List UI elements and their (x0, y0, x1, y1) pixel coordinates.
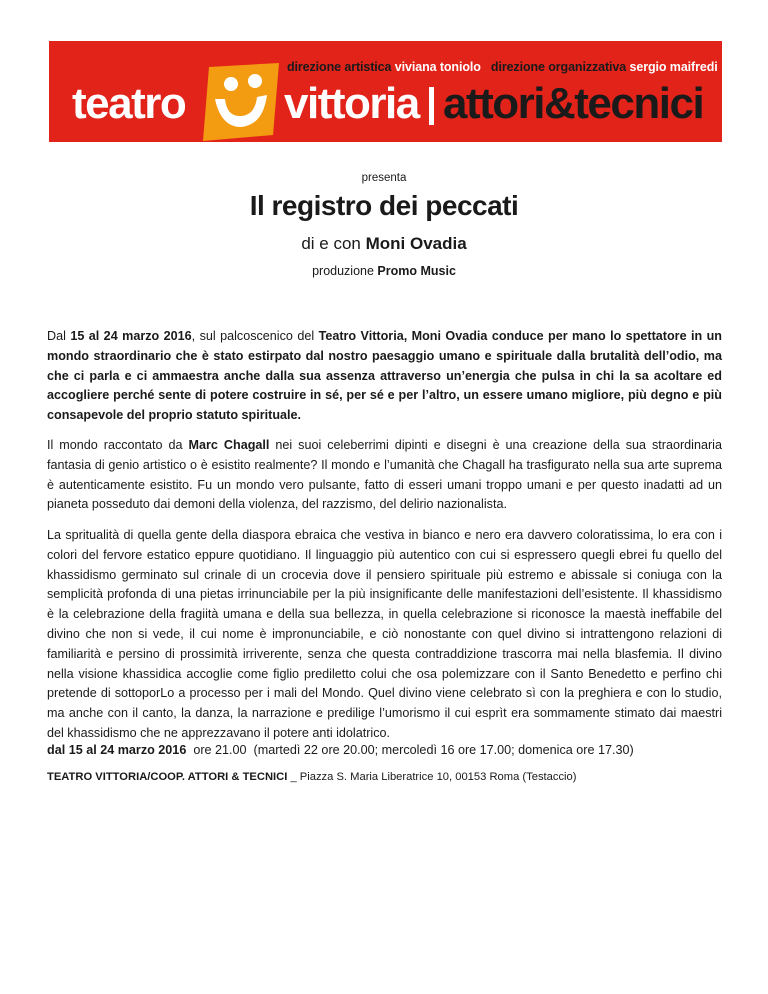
p2-chagall: Marc Chagall (188, 438, 270, 452)
p2-text-a: Il mondo raccontato da (47, 438, 189, 452)
header-banner (49, 41, 722, 142)
author-line (0, 234, 768, 254)
author-prefix: di e con (301, 234, 366, 253)
paragraph-1 (47, 327, 722, 426)
show-title: Il registro dei peccati (249, 190, 519, 221)
p1-dates: 15 al 24 marzo 2016 (70, 329, 192, 343)
author-name: Moni Ovadia (365, 234, 467, 253)
direction-artistic-label: direzione artistica (287, 60, 392, 74)
schedule-line (47, 743, 722, 757)
venue-location: _ Piazza S. Maria Liberatrice 10, 00153 Roma (Testaccio) (287, 771, 577, 783)
p1-text-a: Dal (47, 329, 71, 343)
venue-name: TEATRO VITTORIA/COOP. ATTORI & TECNICI (47, 771, 288, 783)
address-line (47, 771, 722, 783)
brand-separator (429, 87, 434, 125)
brand-teatro: teatro (72, 79, 186, 128)
p1-text-d: Teatro Vittoria, Moni Ovadia conduce per mano lo spettatore in un mondo straordinario che è stato estirpato dal nostro paesaggio umano e spirituale dalla brutalità dell’odio, ma che ci parla e ci ammaestra anche dalla sua assenza attraverso un’energia che pulsa in chi la sa acoltare ed accogliere perché sente di potere costruire in sé, per sé e per l’altro, un essere umano migliore, più degno e più consapevole del proprio statuto spirituale. (47, 329, 722, 423)
brand-attori-tecnici: attori&tecnici (443, 79, 704, 128)
schedule-dates: dal 15 al 24 marzo 2016 (47, 743, 187, 757)
schedule-times: ore 21.00 (martedì 22 ore 20.00; mercoledì 16 ore 17.00; domenica ore 17.30) (186, 743, 634, 757)
p1-text-c: , sul palcoscenico del (191, 329, 319, 343)
direction-credits (287, 60, 718, 74)
smiley-logo-icon (195, 61, 283, 142)
direction-org-name: sergio maifredi (629, 60, 718, 74)
presenta-label: presenta (361, 172, 407, 184)
brand-vittoria: vittoria (284, 79, 419, 128)
production-name: Promo Music (377, 264, 456, 278)
production-line (0, 264, 768, 278)
p2-text-c: nei suoi celeberrimi dipinti e disegni è una creazione della sua straordinaria fantasia di genio artistico o è esistito realmente? Il mondo e l’umanità che Chagall ha trasfigurato nella sua arte suprema è autenticamente esistito. Fu un mondo vero pulsante, fatto di esseri umani troppo umani e per questo inadatti ad un pianeta posseduto dai demoni della violenza, del razzismo, del delirio nazionalista. (47, 438, 722, 512)
direction-org-label: direzione organizzativa (490, 60, 627, 74)
production-prefix: produzione (312, 264, 378, 278)
paragraph-2 (47, 436, 722, 515)
direction-artistic-name: viviana toniolo (394, 60, 481, 74)
paragraph-3: La spritualità di quella gente della diaspora ebraica che vestiva in bianco e nero era davvero coloratissima, lo era con i colori del fervore estatico eppure quotidiano. Il linguaggio più autentico con cui si espressero quegli ebrei fu quello del khassidismo germinato sul crinale di un crocevia dove il pensiero spirituale più estremo e abissale si coniuga con la semplicità profonda di una pietas irrinunciabile per la più insignificante delle manifestazioni dell’esistente. Il khassidismo è la celebrazione della fragiità umana e della sua bellezza, in quella celebrazione si riconosce la maestà ineffabile del divino che non si vede, il cui nome è impronunciabile, e ciò nonostante con quel divino si intrattengono relazioni di familiarità e persino di prossimità irriverente, senza che questa contraddizione trascorra mai nella blasfemia. Il divino nella visione khassidica accoglie come figlio prediletto colui che osa polemizzare con il Santo Benedetto e perfino chi pretende di sottoporLo a processo per i mali del Mondo. Quel divino viene celebrato sì con la preghiera e con lo studio, ma anche con il canto, la danza, la narrazione e predilige l’umorismo il cui esprìt era sommamente stimato dai maestri del khassidismo che ne apprezzavano il potere anti idolatrico. (47, 528, 722, 740)
